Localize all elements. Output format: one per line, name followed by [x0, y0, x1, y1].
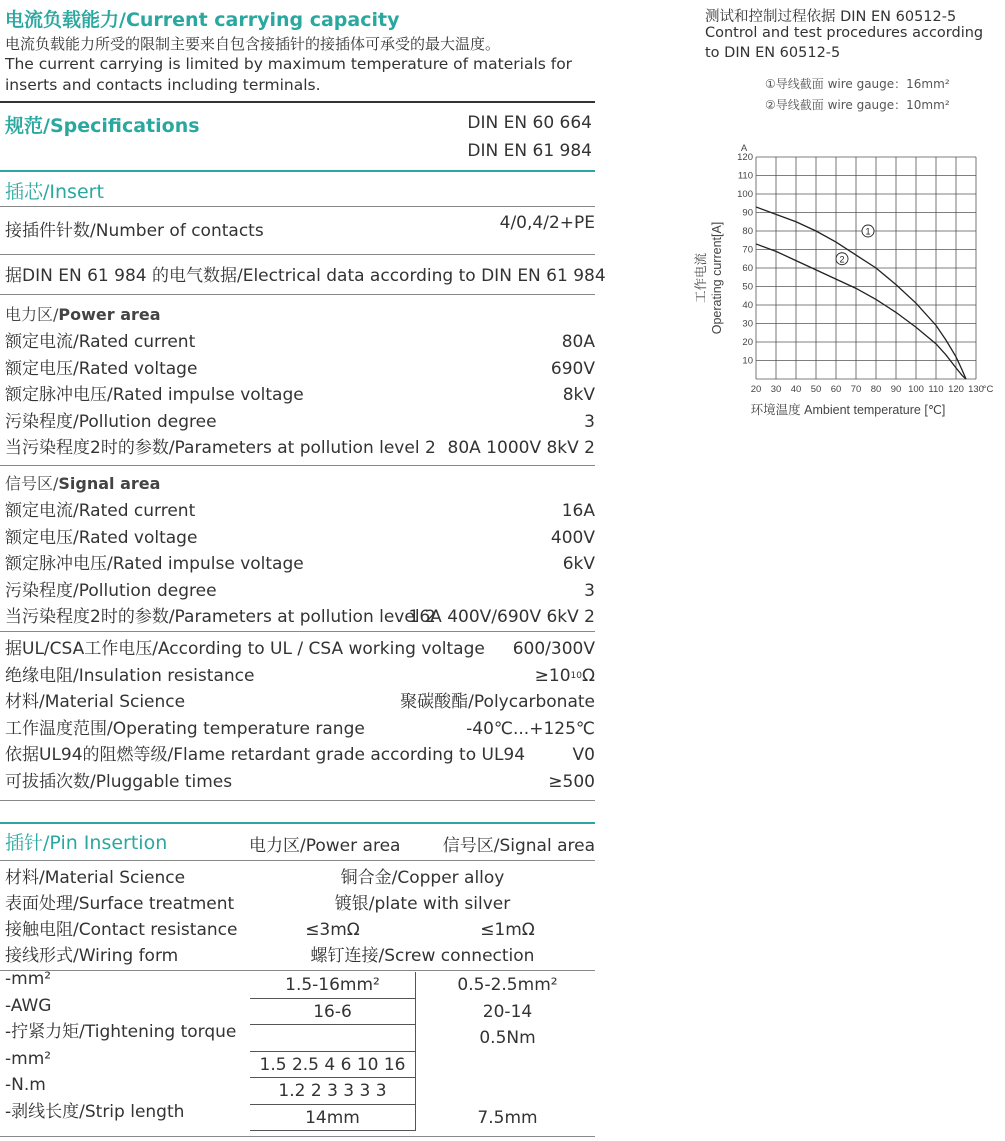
- y-tick-label: 110: [737, 170, 753, 182]
- general-row-value-text: 600/300V: [512, 639, 595, 659]
- y-unit-label: A: [740, 143, 748, 154]
- y-axis-title-en: Operating current[A]: [710, 221, 724, 335]
- general-row-label: 可拔插次数/Pluggable times: [5, 771, 233, 792]
- general-row: [5, 689, 595, 715]
- pin-table-label: -mm²: [5, 1048, 52, 1069]
- general-row: [5, 663, 595, 689]
- pin-table-signal: 7.5mm: [477, 1107, 538, 1128]
- power-row: [5, 409, 595, 435]
- y-tick-label: 20: [742, 337, 753, 348]
- description-en-2: inserts and contacts including terminals.: [5, 76, 321, 94]
- pin-table-power: 1.5-16mm²: [285, 975, 380, 995]
- signal-area-title-cn: 信号区/: [5, 474, 59, 493]
- pin-table-power: 1.5 2.5 4 6 10 16: [259, 1054, 406, 1075]
- power-row-value: [563, 382, 595, 408]
- signal-row: [5, 551, 595, 577]
- pin-contact-row: [5, 917, 595, 943]
- signal-area-title: [5, 471, 160, 494]
- x-axis-title: 环境温度 Ambient temperature [℃]: [750, 403, 946, 417]
- spec-value-2: DIN EN 61 984: [467, 141, 592, 161]
- signal-row-value-text: 3: [584, 580, 595, 601]
- general-row-label: 绝缘电阻/Insulation resistance: [5, 665, 255, 686]
- power-area-title-cn: 电力区/: [5, 305, 59, 324]
- signal-row-value-text: 16A: [561, 501, 595, 521]
- general-row-value-text: V0: [572, 745, 595, 765]
- x-tick-label: 120: [948, 384, 964, 395]
- y-tick-label: 50: [742, 281, 753, 293]
- signal-row-label: 额定电流/Rated current: [5, 501, 196, 521]
- specifications-label: 规范/Specifications: [5, 115, 200, 137]
- x-tick-label: 110: [928, 384, 944, 395]
- general-row-value: [513, 636, 595, 662]
- x-tick-label: 90: [890, 384, 902, 395]
- signal-row-value-text: 16A 400V/690V 6kV 2: [408, 607, 595, 627]
- pin-surface-value: 镀银/plate with silver: [334, 894, 511, 914]
- x-unit-label: °C: [982, 384, 994, 395]
- pin-table-power: 16-6: [313, 1001, 352, 1022]
- power-row-value-text: 80A 1000V 8kV 2: [447, 438, 595, 458]
- general-row: [5, 636, 595, 662]
- contacts-value: 4/0,4/2+PE: [499, 213, 595, 233]
- pin-table-signal: 0.5-2.5mm²: [457, 975, 558, 995]
- divider: [0, 465, 595, 466]
- pin-table-cell-border: [250, 999, 416, 1026]
- x-tick-label: 40: [790, 384, 802, 395]
- signal-row-value: [409, 604, 595, 630]
- pin-col-power: 电力区/Power area: [249, 836, 401, 856]
- power-row-label: 当污染程度2时的参数/Parameters at pollution level 2: [5, 438, 436, 458]
- x-tick-label: 50: [810, 384, 822, 395]
- general-row-value-unit: Ω: [582, 665, 595, 686]
- power-row-label: 额定脉冲电压/Rated impulse voltage: [5, 385, 304, 405]
- pin-wiring-row: [5, 943, 595, 969]
- power-row: [5, 382, 595, 408]
- power-row: [5, 435, 595, 461]
- electrical-data-row: [5, 263, 606, 289]
- general-row-value: [400, 689, 595, 715]
- signal-row-value: [584, 578, 595, 604]
- x-tick-label: 20: [750, 384, 762, 395]
- pin-table-label: -N.m: [5, 1075, 46, 1095]
- power-row-value-text: 3: [584, 411, 595, 432]
- power-row-value-text: 8kV: [562, 385, 595, 405]
- signal-row-value: [562, 498, 595, 524]
- signal-row-label: 当污染程度2时的参数/Parameters at pollution level 2: [5, 607, 436, 627]
- divider: [0, 170, 595, 172]
- y-tick-label: 120: [737, 152, 753, 163]
- chart-caption-2: Control and test procedures according: [705, 25, 984, 41]
- current-temperature-chart: [690, 140, 994, 420]
- power-row: [5, 356, 595, 382]
- chart-legend-2: ②导线截面 wire gauge：10mm²: [765, 98, 950, 112]
- pin-contact-signal: ≤1mΩ: [480, 920, 535, 940]
- pin-table-label: -拧紧力矩/Tightening torque: [5, 1022, 237, 1042]
- pin-table-power: 14mm: [305, 1107, 360, 1128]
- general-row-value: [573, 742, 595, 768]
- general-row-value-text: -40℃...+125℃: [466, 718, 595, 739]
- x-tick-label: 130: [968, 384, 984, 395]
- pin-surface-row: [5, 891, 595, 917]
- general-row-label: 据UL/CSA工作电压/According to UL / CSA working voltage: [5, 639, 485, 659]
- pin-table-label: -AWG: [5, 995, 52, 1016]
- divider: [0, 970, 595, 971]
- power-row-label: 额定电流/Rated current: [5, 332, 196, 352]
- insert-title: 插芯/Insert: [5, 181, 104, 203]
- electrical-data-label: 据DIN EN 61 984 的电气数据/Electrical data according to DIN EN 61 984: [5, 266, 606, 286]
- y-tick-label: 80: [742, 226, 753, 237]
- pin-table-label: -mm²: [5, 969, 52, 989]
- pin-material-row: [5, 865, 595, 891]
- general-row: [5, 716, 595, 742]
- chart-caption-3: to DIN EN 60512-5: [705, 45, 841, 61]
- chart-caption-1: 测试和控制过程依据 DIN EN 60512-5: [705, 9, 957, 25]
- pin-table-signal: 0.5Nm: [479, 1028, 536, 1048]
- signal-area-title-en: Signal area: [58, 474, 161, 493]
- pin-table-cell-border: [250, 1078, 416, 1105]
- series-label-1: 1: [865, 226, 871, 237]
- contacts-row: [5, 213, 595, 244]
- y-tick-label: 30: [742, 318, 753, 330]
- pin-surface-label: 表面处理/Surface treatment: [5, 894, 235, 914]
- power-row-value: [562, 329, 595, 355]
- signal-row-label: 额定电压/Rated voltage: [5, 527, 198, 548]
- divider: [0, 206, 595, 207]
- power-row-value-text: 690V: [550, 358, 595, 379]
- signal-row-value: [551, 525, 595, 551]
- y-tick-label: 10: [742, 355, 753, 367]
- x-tick-label: 100: [908, 384, 924, 395]
- general-row-label: 依据UL94的阻燃等级/Flame retardant grade according to UL94: [5, 745, 526, 765]
- series-line-2: [756, 244, 966, 379]
- pin-wiring-value: 螺钉连接/Screw connection: [310, 946, 535, 966]
- page-title: 电流负载能力/Current carrying capacity: [5, 9, 400, 31]
- x-tick-label: 80: [870, 384, 882, 395]
- pin-col-signal: 信号区/Signal area: [442, 836, 595, 856]
- signal-row-label: 额定脉冲电压/Rated impulse voltage: [5, 554, 304, 574]
- series-label-2: 2: [839, 254, 845, 265]
- pin-table-label: -剥线长度/Strip length: [5, 1101, 185, 1122]
- divider: [0, 1136, 595, 1137]
- divider: [0, 860, 595, 861]
- y-tick-label: 90: [742, 207, 753, 219]
- general-row-value: [466, 716, 595, 742]
- chart-legend-1: ①导线截面 wire gauge：16mm²: [765, 77, 950, 91]
- divider: [0, 254, 595, 255]
- y-tick-label: 40: [742, 300, 753, 311]
- general-row-label: 材料/Material Science: [5, 692, 186, 712]
- power-row-value-text: 80A: [561, 332, 595, 352]
- general-row-value-text: ≥500: [548, 771, 595, 792]
- general-row-label: 工作温度范围/Operating temperature range: [5, 718, 365, 739]
- pin-contact-label: 接触电阻/Contact resistance: [5, 920, 238, 940]
- power-area-title-en: Power area: [58, 305, 161, 324]
- y-axis-title-cn: 工作电流: [694, 252, 708, 304]
- x-tick-label: 30: [770, 384, 782, 395]
- signal-row: [5, 604, 595, 630]
- general-row-value-sup: 10: [570, 670, 582, 681]
- power-row-value: [584, 409, 595, 435]
- description-cn: 电流负载能力所受的限制主要来自包含接插针的接插体可承受的最大温度。: [5, 35, 501, 53]
- signal-row: [5, 578, 595, 604]
- x-tick-label: 70: [850, 384, 862, 395]
- power-area-title: [5, 302, 161, 325]
- divider: [0, 101, 595, 103]
- general-row-value: [548, 769, 595, 795]
- spec-value-1: DIN EN 60 664: [467, 113, 592, 133]
- pin-table-cell-border: [250, 972, 416, 999]
- pin-material-label: 材料/Material Science: [5, 868, 186, 888]
- signal-row: [5, 525, 595, 551]
- signal-row: [5, 498, 595, 524]
- signal-row-label: 污染程度/Pollution degree: [5, 580, 217, 601]
- x-tick-label: 60: [830, 384, 842, 395]
- y-tick-label: 100: [737, 189, 753, 200]
- y-tick-label: 60: [742, 263, 753, 274]
- pin-insertion-title: 插针/Pin Insertion: [5, 832, 168, 854]
- pin-contact-power: ≤3mΩ: [305, 920, 360, 940]
- description-en-1: The current carrying is limited by maximum temperature of materials for: [5, 55, 573, 73]
- divider: [0, 294, 595, 295]
- pin-table-signal: 20-14: [482, 1001, 533, 1022]
- y-tick-label: 70: [742, 244, 753, 256]
- power-row-label: 污染程度/Pollution degree: [5, 411, 217, 432]
- pin-table-cell-border: [250, 1025, 416, 1052]
- power-row-label: 额定电压/Rated voltage: [5, 358, 198, 379]
- pin-material-value: 铜合金/Copper alloy: [340, 868, 505, 888]
- pin-table-cell-border: [250, 1105, 416, 1132]
- general-row-value: [535, 663, 595, 689]
- pin-table-power: 1.2 2 3 3 3 3: [278, 1081, 387, 1101]
- signal-row-value: [563, 551, 595, 577]
- signal-row-value-text: 6kV: [562, 554, 595, 574]
- divider: [0, 800, 595, 801]
- power-row-value: [448, 435, 595, 461]
- divider: [0, 631, 595, 632]
- general-row: [5, 742, 595, 768]
- divider: [0, 822, 595, 824]
- signal-row-value-text: 400V: [550, 527, 595, 548]
- series-line-1: [756, 207, 966, 379]
- power-row-value: [551, 356, 595, 382]
- general-row-value-text: 聚碳酸酯/Polycarbonate: [400, 692, 595, 712]
- general-row: [5, 769, 595, 795]
- general-row-value-text: ≥10: [534, 665, 571, 686]
- pin-wiring-label: 接线形式/Wiring form: [5, 946, 179, 966]
- power-row: [5, 329, 595, 355]
- contacts-label: 接插件针数/Number of contacts: [5, 221, 264, 241]
- pin-table-cell-border: [250, 1052, 416, 1079]
